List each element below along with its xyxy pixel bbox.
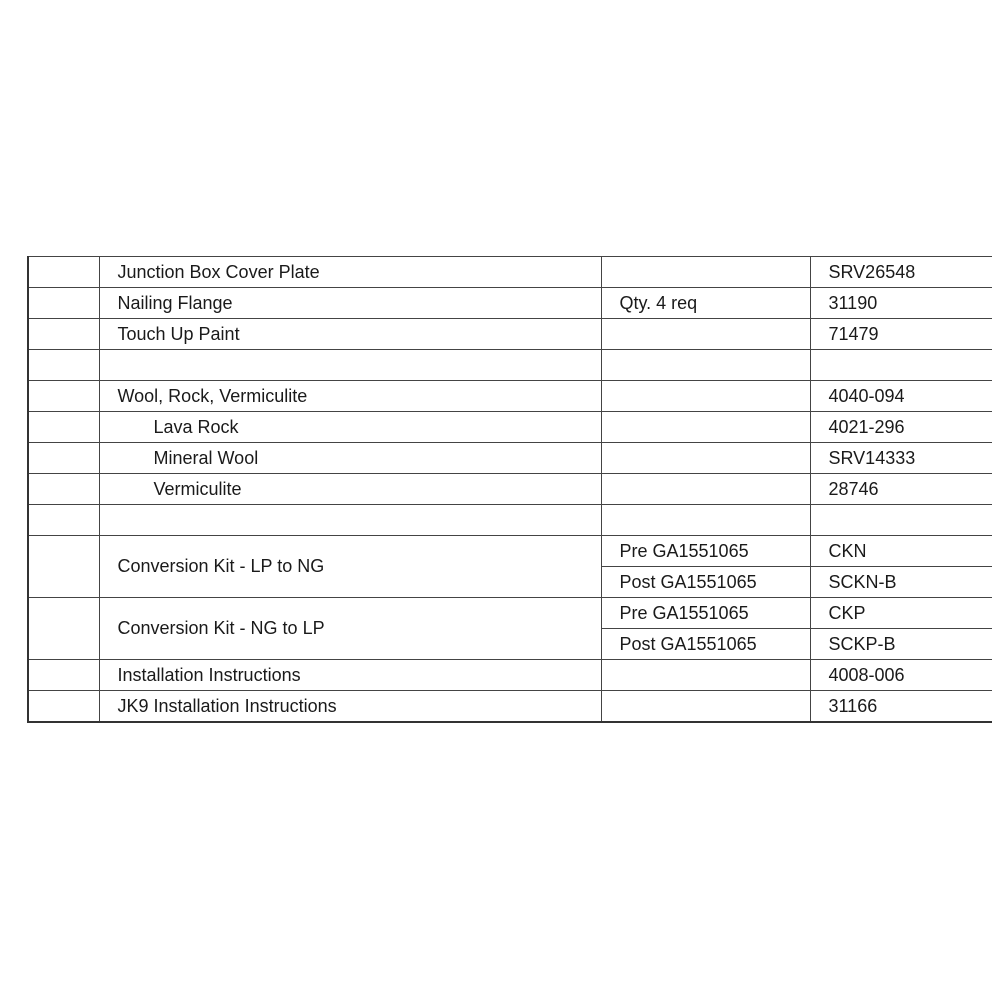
- part-number-cell: 28746: [810, 474, 992, 505]
- part-number-cell: 4021-296: [810, 412, 992, 443]
- table-row: [28, 505, 992, 536]
- part-number-cell: SRV26548: [810, 257, 992, 288]
- note-cell: [601, 660, 810, 691]
- description-cell: [99, 505, 601, 536]
- note-cell: Post GA1551065: [601, 567, 810, 598]
- table-row: [28, 536, 992, 567]
- note-cell: Pre GA1551065: [601, 536, 810, 567]
- description-cell: Vermiculite: [99, 474, 601, 505]
- item-number-cell: [28, 691, 99, 723]
- table-row: [28, 381, 992, 412]
- description-cell: Installation Instructions: [99, 660, 601, 691]
- item-number-cell: [28, 319, 99, 350]
- part-number-cell: 31190: [810, 288, 992, 319]
- note-cell: [601, 505, 810, 536]
- part-number-cell: [810, 505, 992, 536]
- item-number-cell: [28, 505, 99, 536]
- description-cell: [99, 350, 601, 381]
- part-number-cell: 31166: [810, 691, 992, 723]
- table-row: [28, 319, 992, 350]
- note-cell: [601, 350, 810, 381]
- part-number-cell: SCKP-B: [810, 629, 992, 660]
- description-cell: JK9 Installation Instructions: [99, 691, 601, 723]
- part-number-cell: [810, 350, 992, 381]
- item-number-cell: [28, 598, 99, 660]
- note-cell: [601, 319, 810, 350]
- description-cell: Wool, Rock, Vermiculite: [99, 381, 601, 412]
- table-row: [28, 350, 992, 381]
- table-row: [28, 288, 992, 319]
- note-cell: Pre GA1551065: [601, 598, 810, 629]
- note-cell: [601, 257, 810, 288]
- table-row: [28, 443, 992, 474]
- table-row: [28, 257, 992, 288]
- description-cell: Conversion Kit - NG to LP: [99, 598, 601, 660]
- item-number-cell: [28, 660, 99, 691]
- note-cell: [601, 691, 810, 723]
- description-cell: Mineral Wool: [99, 443, 601, 474]
- parts-table: [27, 256, 992, 723]
- table-row: [28, 660, 992, 691]
- description-cell: Nailing Flange: [99, 288, 601, 319]
- item-number-cell: [28, 536, 99, 598]
- part-number-cell: CKN: [810, 536, 992, 567]
- note-cell: [601, 474, 810, 505]
- item-number-cell: [28, 381, 99, 412]
- note-cell: [601, 412, 810, 443]
- item-number-cell: [28, 257, 99, 288]
- note-cell: [601, 381, 810, 412]
- description-cell: Conversion Kit - LP to NG: [99, 536, 601, 598]
- note-cell: [601, 443, 810, 474]
- description-cell: Touch Up Paint: [99, 319, 601, 350]
- table-row: [28, 412, 992, 443]
- part-number-cell: 4008-006: [810, 660, 992, 691]
- item-number-cell: [28, 288, 99, 319]
- table-row: [28, 691, 992, 723]
- description-cell: Lava Rock: [99, 412, 601, 443]
- part-number-cell: 71479: [810, 319, 992, 350]
- item-number-cell: [28, 350, 99, 381]
- note-cell: Post GA1551065: [601, 629, 810, 660]
- item-number-cell: [28, 443, 99, 474]
- part-number-cell: 4040-094: [810, 381, 992, 412]
- item-number-cell: [28, 412, 99, 443]
- table-row: [28, 598, 992, 629]
- part-number-cell: SRV14333: [810, 443, 992, 474]
- table-row: [28, 474, 992, 505]
- part-number-cell: SCKN-B: [810, 567, 992, 598]
- description-cell: Junction Box Cover Plate: [99, 257, 601, 288]
- note-cell: Qty. 4 req: [601, 288, 810, 319]
- part-number-cell: CKP: [810, 598, 992, 629]
- item-number-cell: [28, 474, 99, 505]
